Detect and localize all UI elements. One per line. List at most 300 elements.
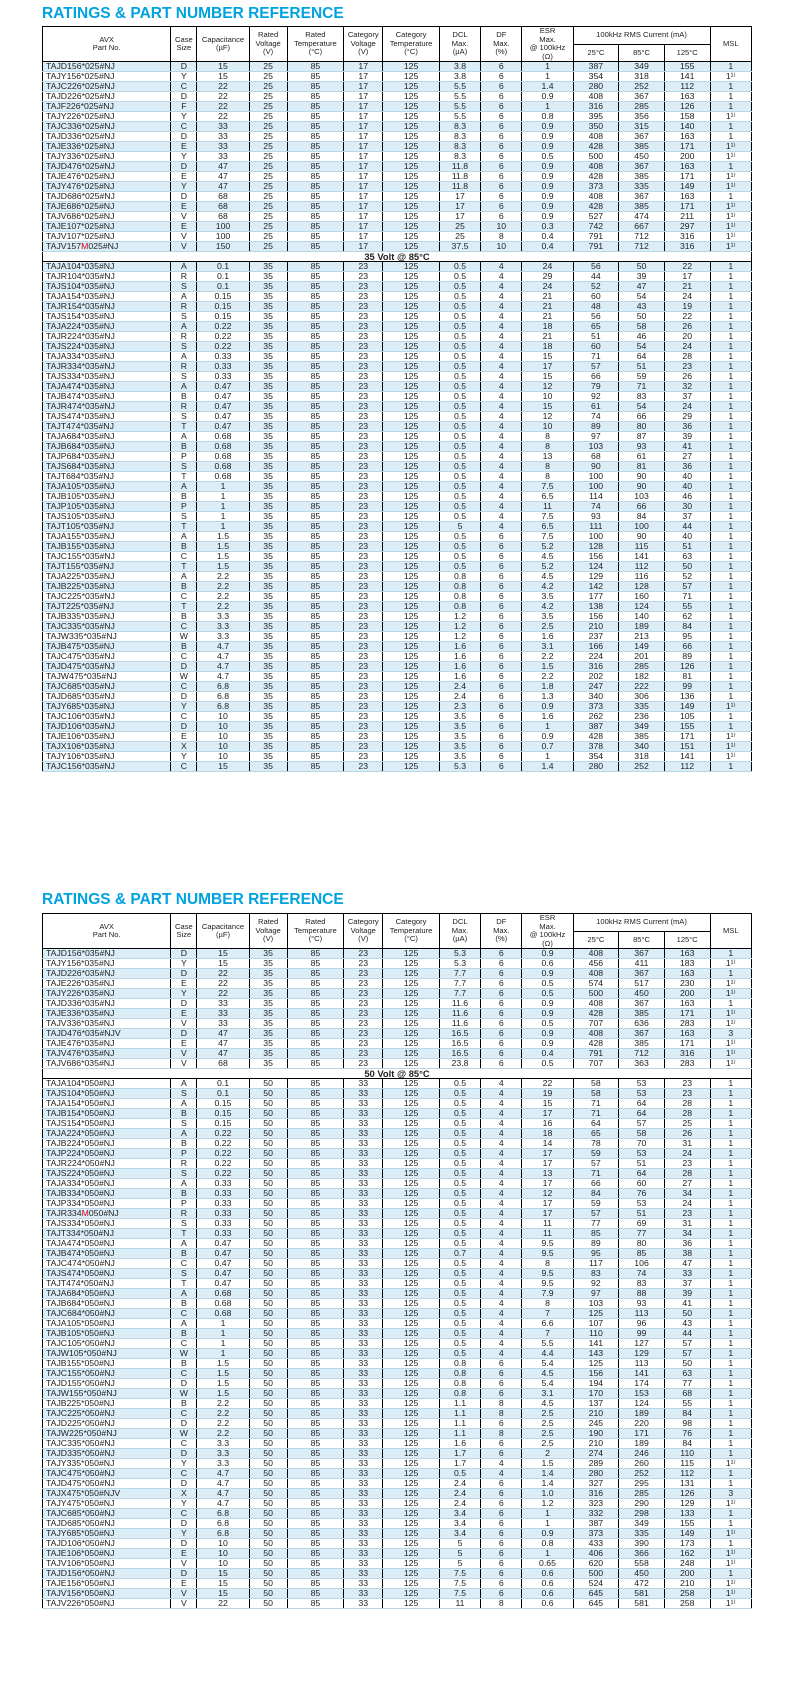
cell-rated-voltage: 50 bbox=[249, 1539, 287, 1549]
header-esr: ESR Max. @ 100kHz (Ω) bbox=[522, 914, 573, 949]
cell-case-size: B bbox=[171, 1359, 197, 1369]
cell-esr-max: 17 bbox=[522, 1149, 573, 1159]
cell-rms-85c: 450 bbox=[619, 152, 665, 162]
cell-rms-125c: 17 bbox=[664, 272, 710, 282]
cell-case-size: D bbox=[171, 969, 197, 979]
cell-capacitance: 0.33 bbox=[197, 1209, 249, 1219]
cell-category-voltage: 17 bbox=[344, 132, 383, 142]
cell-df-max: 6 bbox=[481, 1379, 522, 1389]
cell-df-max: 4 bbox=[481, 462, 522, 472]
cell-rms-125c: 140 bbox=[664, 122, 710, 132]
cell-esr-max: 6.5 bbox=[522, 492, 573, 502]
cell-rated-temperature: 85 bbox=[287, 1369, 344, 1379]
table-row bbox=[43, 1599, 752, 1609]
cell-rated-voltage: 35 bbox=[249, 1009, 287, 1019]
cell-esr-max: 0.3 bbox=[522, 222, 573, 232]
cell-rms-125c: 171 bbox=[664, 202, 710, 212]
cell-capacitance: 0.22 bbox=[197, 342, 249, 352]
cell-rated-temperature: 85 bbox=[287, 1279, 344, 1289]
table-row bbox=[43, 432, 752, 442]
cell-capacitance: 33 bbox=[197, 132, 249, 142]
cell-dcl-max: 11.6 bbox=[439, 1009, 480, 1019]
cell-dcl-max: 8.3 bbox=[439, 122, 480, 132]
cell-rated-voltage: 50 bbox=[249, 1129, 287, 1139]
cell-esr-max: 0.4 bbox=[522, 242, 573, 252]
cell-rms-85c: 189 bbox=[619, 1409, 665, 1419]
cell-part-no: TAJS154*050#NJ bbox=[43, 1119, 171, 1129]
cell-rated-temperature: 85 bbox=[287, 1209, 344, 1219]
cell-capacitance: 1.5 bbox=[197, 562, 249, 572]
cell-dcl-max: 0.5 bbox=[439, 1089, 480, 1099]
table-row bbox=[43, 472, 752, 482]
cell-part-no: TAJD106*035#NJ bbox=[43, 722, 171, 732]
header-dcl: DCL Max. (µA) bbox=[439, 914, 480, 949]
cell-capacitance: 1.5 bbox=[197, 542, 249, 552]
cell-rms-85c: 74 bbox=[619, 1269, 665, 1279]
cell-case-size: R bbox=[171, 1209, 197, 1219]
cell-category-temperature: 125 bbox=[383, 959, 440, 969]
cell-category-temperature: 125 bbox=[383, 392, 440, 402]
cell-category-temperature: 125 bbox=[383, 1489, 440, 1499]
table-row bbox=[43, 1099, 752, 1109]
cell-dcl-max: 11.8 bbox=[439, 182, 480, 192]
cell-rms-85c: 115 bbox=[619, 542, 665, 552]
cell-category-voltage: 33 bbox=[344, 1479, 383, 1489]
cell-rms-25c: 791 bbox=[573, 242, 619, 252]
cell-rms-25c: 48 bbox=[573, 302, 619, 312]
cell-rms-25c: 456 bbox=[573, 959, 619, 969]
cell-part-no: TAJC335*035#NJ bbox=[43, 622, 171, 632]
cell-part-no: TAJR334M050#NJ bbox=[43, 1209, 171, 1219]
cell-capacitance: 4.7 bbox=[197, 1499, 249, 1509]
cell-category-temperature: 125 bbox=[383, 362, 440, 372]
cell-rated-voltage: 50 bbox=[249, 1119, 287, 1129]
cell-part-no: TAJW155*050#NJ bbox=[43, 1389, 171, 1399]
cell-df-max: 4 bbox=[481, 272, 522, 282]
cell-part-no: TAJE476*025#NJ bbox=[43, 172, 171, 182]
cell-part-no: TAJR104*035#NJ bbox=[43, 272, 171, 282]
cell-rated-voltage: 35 bbox=[249, 462, 287, 472]
cell-rms-125c: 163 bbox=[664, 949, 710, 959]
cell-rms-85c: 58 bbox=[619, 1129, 665, 1139]
cell-rms-85c: 236 bbox=[619, 712, 665, 722]
cell-category-voltage: 23 bbox=[344, 582, 383, 592]
cell-category-temperature: 125 bbox=[383, 702, 440, 712]
cell-df-max: 4 bbox=[481, 1239, 522, 1249]
cell-category-voltage: 17 bbox=[344, 172, 383, 182]
cell-rms-25c: 433 bbox=[573, 1539, 619, 1549]
cell-case-size: E bbox=[171, 142, 197, 152]
cell-rated-voltage: 35 bbox=[249, 712, 287, 722]
cell-rms-25c: 74 bbox=[573, 502, 619, 512]
cell-part-no: TAJR334*035#NJ bbox=[43, 362, 171, 372]
cell-category-temperature: 125 bbox=[383, 82, 440, 92]
cell-category-voltage: 23 bbox=[344, 292, 383, 302]
cell-capacitance: 2.2 bbox=[197, 1419, 249, 1429]
cell-part-no: TAJD226*025#NJ bbox=[43, 92, 171, 102]
cell-msl: 1 bbox=[710, 1229, 751, 1239]
cell-capacitance: 10 bbox=[197, 732, 249, 742]
cell-dcl-max: 0.5 bbox=[439, 262, 480, 272]
cell-dcl-max: 0.5 bbox=[439, 482, 480, 492]
cell-rated-voltage: 50 bbox=[249, 1289, 287, 1299]
cell-case-size: C bbox=[171, 552, 197, 562]
cell-rms-85c: 252 bbox=[619, 1469, 665, 1479]
cell-case-size: W bbox=[171, 1389, 197, 1399]
cell-rated-temperature: 85 bbox=[287, 1299, 344, 1309]
cell-msl: 1 bbox=[710, 622, 751, 632]
cell-esr-max: 0.9 bbox=[522, 1529, 573, 1539]
cell-rms-125c: 230 bbox=[664, 979, 710, 989]
cell-rms-85c: 385 bbox=[619, 1009, 665, 1019]
table-row bbox=[43, 1509, 752, 1519]
cell-msl: 1 bbox=[710, 999, 751, 1009]
cell-esr-max: 0.9 bbox=[522, 192, 573, 202]
cell-rms-25c: 61 bbox=[573, 402, 619, 412]
cell-rms-125c: 27 bbox=[664, 452, 710, 462]
cell-esr-max: 0.5 bbox=[522, 989, 573, 999]
cell-part-no: TAJE107*025#NJ bbox=[43, 222, 171, 232]
cell-rms-85c: 70 bbox=[619, 1139, 665, 1149]
table-row bbox=[43, 212, 752, 222]
cell-case-size: A bbox=[171, 432, 197, 442]
cell-rated-temperature: 85 bbox=[287, 412, 344, 422]
cell-rated-voltage: 50 bbox=[249, 1139, 287, 1149]
cell-rms-125c: 129 bbox=[664, 1499, 710, 1509]
table-row bbox=[43, 1119, 752, 1129]
cell-rms-125c: 31 bbox=[664, 1219, 710, 1229]
cell-case-size: C bbox=[171, 1259, 197, 1269]
cell-rated-voltage: 50 bbox=[249, 1469, 287, 1479]
cell-case-size: E bbox=[171, 1009, 197, 1019]
cell-part-no: TAJC155*035#NJ bbox=[43, 552, 171, 562]
cell-esr-max: 0.8 bbox=[522, 1539, 573, 1549]
cell-rms-125c: 51 bbox=[664, 542, 710, 552]
cell-rms-125c: 44 bbox=[664, 1329, 710, 1339]
cell-category-voltage: 23 bbox=[344, 562, 383, 572]
cell-msl: 1 bbox=[710, 572, 751, 582]
cell-part-no: TAJB224*050#NJ bbox=[43, 1139, 171, 1149]
cell-case-size: C bbox=[171, 1469, 197, 1479]
cell-category-temperature: 125 bbox=[383, 1029, 440, 1039]
header-category-voltage: Category Voltage (V) bbox=[344, 27, 383, 62]
table-row bbox=[43, 142, 752, 152]
cell-case-size: B bbox=[171, 1329, 197, 1339]
cell-part-no: TAJV156*050#NJ bbox=[43, 1589, 171, 1599]
cell-msl: 1¹⁾ bbox=[710, 989, 751, 999]
cell-capacitance: 0.68 bbox=[197, 462, 249, 472]
table-row bbox=[43, 752, 752, 762]
cell-category-temperature: 125 bbox=[383, 1539, 440, 1549]
cell-df-max: 6 bbox=[481, 182, 522, 192]
cell-df-max: 4 bbox=[481, 352, 522, 362]
cell-case-size: C bbox=[171, 82, 197, 92]
cell-rated-voltage: 35 bbox=[249, 702, 287, 712]
cell-category-voltage: 23 bbox=[344, 442, 383, 452]
cell-case-size: B bbox=[171, 612, 197, 622]
cell-case-size: C bbox=[171, 1509, 197, 1519]
cell-esr-max: 1.5 bbox=[522, 1459, 573, 1469]
cell-capacitance: 22 bbox=[197, 969, 249, 979]
cell-capacitance: 0.47 bbox=[197, 1259, 249, 1269]
cell-msl: 1¹⁾ bbox=[710, 202, 751, 212]
cell-df-max: 6 bbox=[481, 1529, 522, 1539]
cell-rms-25c: 237 bbox=[573, 632, 619, 642]
cell-rms-25c: 59 bbox=[573, 1199, 619, 1209]
header-rms-25c: 25°C bbox=[573, 44, 619, 62]
cell-msl: 1 bbox=[710, 432, 751, 442]
cell-dcl-max: 17 bbox=[439, 192, 480, 202]
cell-rms-125c: 171 bbox=[664, 142, 710, 152]
cell-esr-max: 8 bbox=[522, 442, 573, 452]
cell-case-size: B bbox=[171, 582, 197, 592]
cell-rms-25c: 56 bbox=[573, 312, 619, 322]
cell-case-size: A bbox=[171, 1319, 197, 1329]
cell-msl: 1 bbox=[710, 162, 751, 172]
cell-rms-85c: 335 bbox=[619, 182, 665, 192]
cell-msl: 1¹⁾ bbox=[710, 979, 751, 989]
cell-rms-85c: 667 bbox=[619, 222, 665, 232]
cell-capacitance: 2.2 bbox=[197, 582, 249, 592]
cell-rated-temperature: 85 bbox=[287, 1029, 344, 1039]
cell-msl: 1 bbox=[710, 512, 751, 522]
cell-rms-125c: 258 bbox=[664, 1599, 710, 1609]
table-row bbox=[43, 969, 752, 979]
cell-rated-temperature: 85 bbox=[287, 1389, 344, 1399]
table-row bbox=[43, 152, 752, 162]
cell-rated-voltage: 35 bbox=[249, 272, 287, 282]
cell-msl: 1¹⁾ bbox=[710, 172, 751, 182]
cell-rms-125c: 26 bbox=[664, 1129, 710, 1139]
cell-esr-max: 4.5 bbox=[522, 1369, 573, 1379]
table-row bbox=[43, 1479, 752, 1489]
cell-rms-125c: 41 bbox=[664, 442, 710, 452]
cell-rms-25c: 58 bbox=[573, 1089, 619, 1099]
table-row bbox=[43, 572, 752, 582]
cell-rms-125c: 62 bbox=[664, 612, 710, 622]
cell-rms-125c: 50 bbox=[664, 562, 710, 572]
table-row bbox=[43, 482, 752, 492]
cell-msl: 1 bbox=[710, 1339, 751, 1349]
table-row bbox=[43, 1019, 752, 1029]
cell-capacitance: 0.47 bbox=[197, 392, 249, 402]
cell-capacitance: 0.22 bbox=[197, 332, 249, 342]
cell-rated-temperature: 85 bbox=[287, 222, 344, 232]
cell-capacitance: 0.47 bbox=[197, 1279, 249, 1289]
cell-category-temperature: 125 bbox=[383, 1429, 440, 1439]
cell-dcl-max: 3.4 bbox=[439, 1529, 480, 1539]
cell-dcl-max: 0.5 bbox=[439, 552, 480, 562]
table-row bbox=[43, 1219, 752, 1229]
cell-esr-max: 1.6 bbox=[522, 632, 573, 642]
table-row bbox=[43, 1469, 752, 1479]
table-row bbox=[43, 502, 752, 512]
cell-category-voltage: 23 bbox=[344, 542, 383, 552]
cell-esr-max: 7.9 bbox=[522, 1289, 573, 1299]
table-row bbox=[43, 1549, 752, 1559]
cell-df-max: 4 bbox=[481, 342, 522, 352]
cell-rms-25c: 524 bbox=[573, 1579, 619, 1589]
cell-rms-125c: 55 bbox=[664, 1399, 710, 1409]
cell-df-max: 4 bbox=[481, 412, 522, 422]
cell-part-no: TAJC684*050#NJ bbox=[43, 1309, 171, 1319]
cell-category-voltage: 33 bbox=[344, 1289, 383, 1299]
cell-part-no: TAJT334*050#NJ bbox=[43, 1229, 171, 1239]
cell-rated-temperature: 85 bbox=[287, 762, 344, 772]
cell-category-voltage: 17 bbox=[344, 152, 383, 162]
cell-rms-125c: 66 bbox=[664, 642, 710, 652]
cell-rms-25c: 194 bbox=[573, 1379, 619, 1389]
cell-category-temperature: 125 bbox=[383, 72, 440, 82]
cell-rms-125c: 24 bbox=[664, 292, 710, 302]
cell-esr-max: 24 bbox=[522, 262, 573, 272]
cell-rms-25c: 373 bbox=[573, 702, 619, 712]
cell-rms-25c: 500 bbox=[573, 989, 619, 999]
cell-rated-temperature: 85 bbox=[287, 1449, 344, 1459]
cell-rated-voltage: 25 bbox=[249, 242, 287, 252]
cell-part-no: TAJP334*050#NJ bbox=[43, 1199, 171, 1209]
cell-category-temperature: 125 bbox=[383, 1049, 440, 1059]
cell-rms-85c: 252 bbox=[619, 82, 665, 92]
cell-category-voltage: 23 bbox=[344, 1059, 383, 1069]
cell-category-temperature: 125 bbox=[383, 202, 440, 212]
cell-rated-temperature: 85 bbox=[287, 92, 344, 102]
cell-capacitance: 1.5 bbox=[197, 552, 249, 562]
cell-rated-temperature: 85 bbox=[287, 162, 344, 172]
cell-category-temperature: 125 bbox=[383, 1319, 440, 1329]
cell-msl: 1 bbox=[710, 532, 751, 542]
cell-rated-voltage: 50 bbox=[249, 1409, 287, 1419]
cell-esr-max: 6.5 bbox=[522, 522, 573, 532]
table-row bbox=[43, 602, 752, 612]
cell-capacitance: 47 bbox=[197, 182, 249, 192]
cell-msl: 1¹⁾ bbox=[710, 72, 751, 82]
cell-esr-max: 21 bbox=[522, 302, 573, 312]
cell-rms-85c: 106 bbox=[619, 1259, 665, 1269]
cell-rms-125c: 26 bbox=[664, 322, 710, 332]
cell-rated-voltage: 25 bbox=[249, 102, 287, 112]
cell-msl: 1 bbox=[710, 292, 751, 302]
cell-category-temperature: 125 bbox=[383, 1359, 440, 1369]
cell-case-size: S bbox=[171, 372, 197, 382]
cell-category-temperature: 125 bbox=[383, 222, 440, 232]
cell-rated-voltage: 50 bbox=[249, 1309, 287, 1319]
cell-case-size: V bbox=[171, 1059, 197, 1069]
cell-msl: 1 bbox=[710, 582, 751, 592]
cell-dcl-max: 0.5 bbox=[439, 1239, 480, 1249]
cell-rms-125c: 112 bbox=[664, 82, 710, 92]
cell-esr-max: 1.3 bbox=[522, 692, 573, 702]
cell-rated-temperature: 85 bbox=[287, 262, 344, 272]
cell-category-voltage: 17 bbox=[344, 122, 383, 132]
cell-df-max: 6 bbox=[481, 1499, 522, 1509]
table-row bbox=[43, 1079, 752, 1089]
cell-rms-25c: 428 bbox=[573, 1009, 619, 1019]
cell-df-max: 6 bbox=[481, 112, 522, 122]
cell-rms-125c: 158 bbox=[664, 112, 710, 122]
table-row bbox=[43, 182, 752, 192]
cell-category-voltage: 23 bbox=[344, 969, 383, 979]
cell-esr-max: 16 bbox=[522, 1119, 573, 1129]
cell-rms-125c: 39 bbox=[664, 432, 710, 442]
cell-rms-25c: 90 bbox=[573, 462, 619, 472]
cell-rated-temperature: 85 bbox=[287, 1479, 344, 1489]
cell-esr-max: 8 bbox=[522, 1259, 573, 1269]
table-row bbox=[43, 702, 752, 712]
cell-esr-max: 3.1 bbox=[522, 642, 573, 652]
cell-capacitance: 0.15 bbox=[197, 312, 249, 322]
header-rms-current: 100kHz RMS Current (mA) bbox=[573, 27, 710, 45]
cell-rated-voltage: 35 bbox=[249, 652, 287, 662]
cell-category-temperature: 125 bbox=[383, 1459, 440, 1469]
cell-rated-temperature: 85 bbox=[287, 1119, 344, 1129]
cell-capacitance: 1 bbox=[197, 502, 249, 512]
cell-part-no: TAJY156*035#NJ bbox=[43, 959, 171, 969]
cell-rms-25c: 373 bbox=[573, 182, 619, 192]
cell-rms-85c: 367 bbox=[619, 92, 665, 102]
cell-rated-temperature: 85 bbox=[287, 1459, 344, 1469]
table-row bbox=[43, 1389, 752, 1399]
cell-capacitance: 0.15 bbox=[197, 1099, 249, 1109]
cell-rms-25c: 202 bbox=[573, 672, 619, 682]
cell-rms-125c: 24 bbox=[664, 342, 710, 352]
cell-msl: 1¹⁾ bbox=[710, 232, 751, 242]
table-row bbox=[43, 1259, 752, 1269]
cell-category-temperature: 125 bbox=[383, 652, 440, 662]
cell-rms-25c: 408 bbox=[573, 132, 619, 142]
header-rms-25c: 25°C bbox=[573, 931, 619, 949]
cell-case-size: R bbox=[171, 302, 197, 312]
cell-rated-voltage: 25 bbox=[249, 172, 287, 182]
cell-rms-25c: 110 bbox=[573, 1329, 619, 1339]
cell-dcl-max: 7.7 bbox=[439, 989, 480, 999]
cell-capacitance: 0.1 bbox=[197, 272, 249, 282]
cell-rms-125c: 316 bbox=[664, 242, 710, 252]
cell-case-size: A bbox=[171, 482, 197, 492]
cell-category-voltage: 33 bbox=[344, 1199, 383, 1209]
table-row bbox=[43, 462, 752, 472]
cell-rated-temperature: 85 bbox=[287, 1109, 344, 1119]
cell-df-max: 8 bbox=[481, 1409, 522, 1419]
cell-part-no: TAJV107*025#NJ bbox=[43, 232, 171, 242]
voltage-subheader-row bbox=[43, 1069, 752, 1079]
cell-rms-85c: 285 bbox=[619, 1489, 665, 1499]
cell-capacitance: 0.22 bbox=[197, 1149, 249, 1159]
cell-category-temperature: 125 bbox=[383, 1369, 440, 1379]
cell-case-size: T bbox=[171, 562, 197, 572]
cell-capacitance: 6.8 bbox=[197, 702, 249, 712]
cell-rated-temperature: 85 bbox=[287, 1179, 344, 1189]
cell-rms-85c: 81 bbox=[619, 462, 665, 472]
cell-rms-125c: 84 bbox=[664, 1409, 710, 1419]
cell-rated-temperature: 85 bbox=[287, 312, 344, 322]
cell-case-size: T bbox=[171, 472, 197, 482]
cell-category-temperature: 125 bbox=[383, 1439, 440, 1449]
cell-dcl-max: 0.5 bbox=[439, 1199, 480, 1209]
cell-case-size: E bbox=[171, 1549, 197, 1559]
cell-df-max: 4 bbox=[481, 1119, 522, 1129]
cell-capacitance: 47 bbox=[197, 1039, 249, 1049]
cell-capacitance: 0.22 bbox=[197, 322, 249, 332]
table-row bbox=[43, 612, 752, 622]
cell-rms-125c: 36 bbox=[664, 1239, 710, 1249]
cell-category-temperature: 125 bbox=[383, 192, 440, 202]
cell-category-voltage: 33 bbox=[344, 1159, 383, 1169]
cell-rated-voltage: 50 bbox=[249, 1109, 287, 1119]
cell-msl: 1 bbox=[710, 949, 751, 959]
cell-capacitance: 15 bbox=[197, 949, 249, 959]
cell-rms-25c: 210 bbox=[573, 1439, 619, 1449]
